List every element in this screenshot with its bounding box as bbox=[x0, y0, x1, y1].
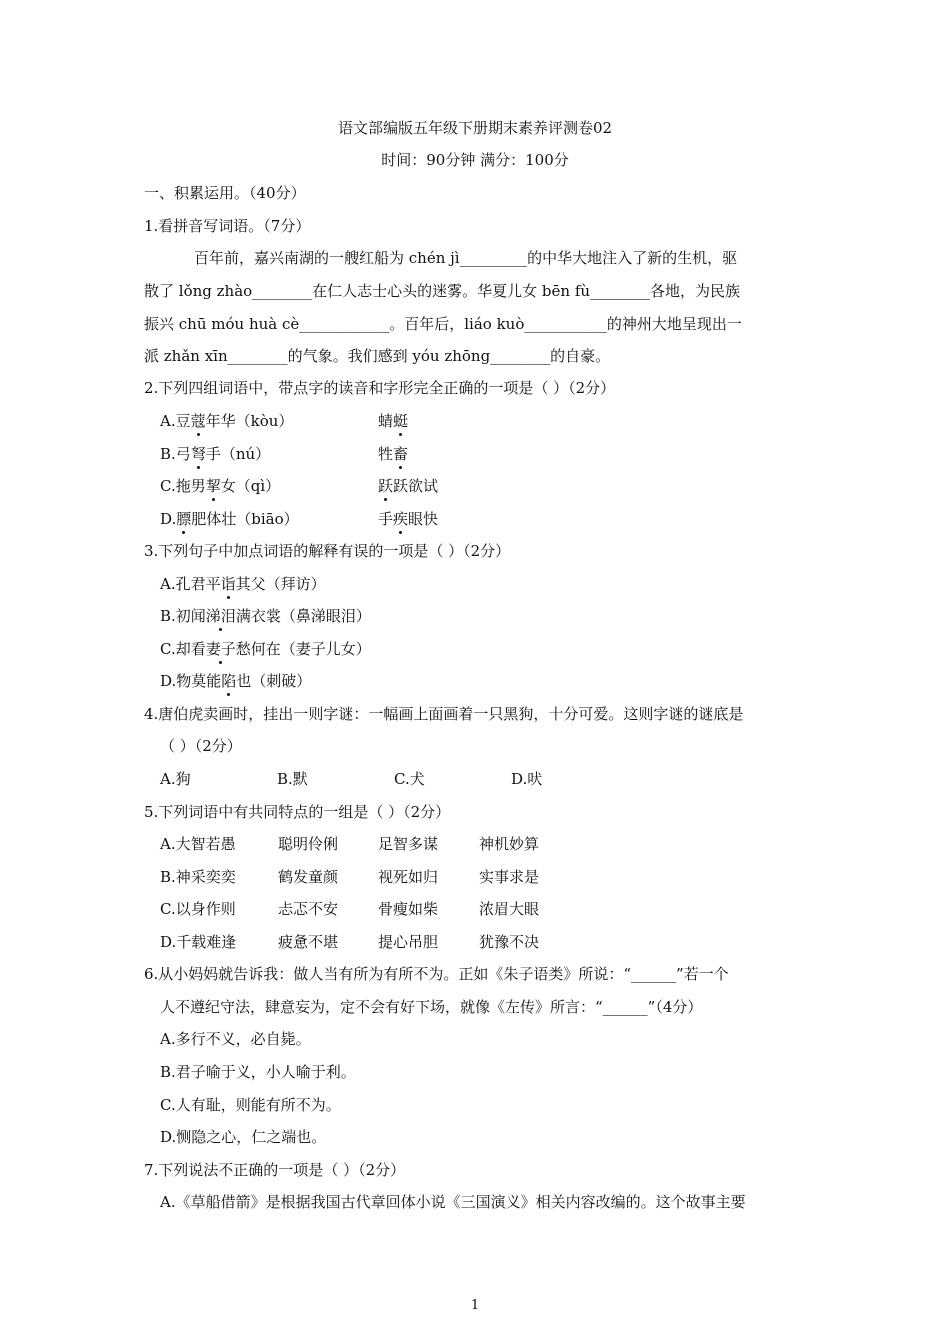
q3-option-c: C.却看妻子愁何在（妻子儿女） bbox=[160, 640, 371, 658]
q4-stem-continued: （ ）（2分） bbox=[160, 737, 242, 755]
q3-option-a: A.孔君平诣其父（拜访） bbox=[160, 575, 326, 593]
exam-page: 语文部编版五年级下册期末素养评测卷02 时间：90分钟 满分：100分 一、积累运用。（40分） 1.看拼音写词语。（7分） 百年前，嘉兴南湖的一艘红船为 chén jì_________的中华大地注入了新的生机，驱 散了 lǒng zhào________在仁人志士心头的迷雾。华夏儿女 bēn fù________各地，为民族 振兴 chū móu huà cè____________。百年后，liáo kuò___________的神州大地呈现出一 派 zhǎn xīn________的气象。我们感到 yóu zhōng________的自豪。 2.下列四组词语中，带点字的读音和字形完全正确的一项是（ ）（2分） A.豆蔻年华（kòu） 蜻蜓 B.弓弩手（nú） 牲畜 C.拖男挈女（qì） 跃跃欲试 D.膘肥体壮（biāo） 手疾眼快 3.下列句子中加点词语的解释有误的一项是（ ）（2分） A.孔君平诣其父（拜访） B.初闻涕泪满衣裳（鼻涕眼泪） C.却看妻子愁何在（妻子儿女） D.物莫能陷也（刺破） 4.唐伯虎卖画时，挂出一则字谜：一幅画上面画着一只黑狗，十分可爱。这则字谜的谜底是 （ ）（2分） A.狗 B.默 C.犬 D.吠 5.下列词语中有共同特点的一组是（ ）（2分） A.大智若愚 聪明伶俐 足智多谋 神机妙算 B.神采奕奕 鹤发童颜 视死如归 实事求是 C.以身作则 忐忑不安 骨瘦如柴 浓眉大眼 D.千载难逢 疲惫不堪 提心吊胆 犹豫不决 6.从小妈妈就告诉我：做人当有所为有所不为。正如《朱子语类》所说：“______”若一个 人不遵纪守法，肆意妄为，定不会有好下场，就像《左传》所言：“______”（4分） A.多行不义，必自毙。 B.君子喻于义，小人喻于利。 C.人有耻，则能有所不为。 D.恻隐之心，仁之端也。 7.下列说法不正确的一项是（ ）（2分） A.《草船借箭》是根据我国古代章回体小说《三国演义》相关内容改编的。这个故事主要 1 bbox=[0, 0, 950, 1344]
exam-title: 语文部编版五年级下册期末素养评测卷02 bbox=[337, 119, 613, 137]
section-heading: 一、积累运用。（40分） bbox=[144, 184, 306, 202]
q1-paragraph-line: 百年前，嘉兴南湖的一艘红船为 chén jì_________的中华大地注入了新的生机，驱 bbox=[194, 249, 738, 267]
q4-option-a: A.狗 bbox=[160, 770, 191, 788]
q6-option-d: D.恻隐之心，仁之端也。 bbox=[160, 1128, 327, 1146]
q1-paragraph-line: 散了 lǒng zhào________在仁人志士心头的迷雾。华夏儿女 bēn fù________各地，为民族 bbox=[144, 282, 741, 300]
q7-stem: 7.下列说法不正确的一项是（ ）（2分） bbox=[144, 1161, 406, 1179]
q6-stem: 6.从小妈妈就告诉我：做人当有所为有所不为。正如《朱子语类》所说：“______”若一个 bbox=[144, 965, 729, 983]
page-number: 1 bbox=[470, 1298, 480, 1313]
q2-stem: 2.下列四组词语中，带点字的读音和字形完全正确的一项是（ ）（2分） bbox=[144, 379, 616, 397]
q6-option-b: B.君子喻于义，小人喻于利。 bbox=[160, 1063, 356, 1081]
q7-option-a: A.《草船借箭》是根据我国古代章回体小说《三国演义》相关内容改编的。这个故事主要 bbox=[160, 1193, 746, 1211]
q6-stem-continued: 人不遵纪守法，肆意妄为，定不会有好下场，就像《左传》所言：“______”（4分） bbox=[160, 998, 703, 1016]
q3-stem: 3.下列句子中加点词语的解释有误的一项是（ ）（2分） bbox=[144, 542, 511, 560]
q4-option-c: C.犬 bbox=[394, 770, 425, 788]
q6-option-c: C.人有耻，则能有所不为。 bbox=[160, 1096, 341, 1114]
q6-option-a: A.多行不义，必自毙。 bbox=[160, 1030, 311, 1048]
q4-option-b: B.默 bbox=[277, 770, 308, 788]
q1-paragraph-line: 振兴 chū móu huà cè____________。百年后，liáo kuò___________的神州大地呈现出一 bbox=[144, 315, 742, 333]
q1-stem: 1.看拼音写词语。（7分） bbox=[144, 217, 311, 235]
q1-paragraph-line: 派 zhǎn xīn________的气象。我们感到 yóu zhōng________的自豪。 bbox=[144, 347, 611, 365]
exam-subtitle: 时间：90分钟 满分：100分 bbox=[381, 151, 569, 169]
q5-stem: 5.下列词语中有共同特点的一组是（ ）（2分） bbox=[144, 803, 451, 821]
q3-option-d: D.物莫能陷也（刺破） bbox=[160, 672, 312, 690]
q3-option-b: B.初闻涕泪满衣裳（鼻涕眼泪） bbox=[160, 607, 371, 625]
q4-option-d: D.吠 bbox=[511, 770, 543, 788]
q4-stem: 4.唐伯虎卖画时，挂出一则字谜：一幅画上面画着一只黑狗，十分可爱。这则字谜的谜底是 bbox=[144, 705, 744, 723]
